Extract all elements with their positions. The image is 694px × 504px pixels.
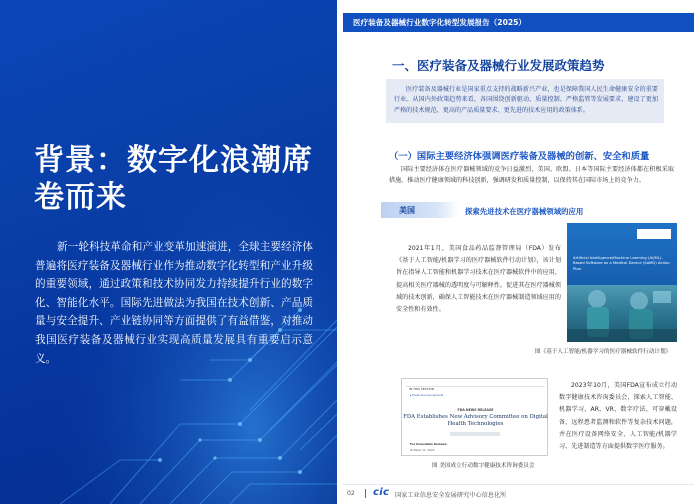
news-headline: FDA Establishes New Advisory Committee on Digital Health Technologies — [403, 414, 548, 427]
news-kicker: FDA NEWS RELEASE — [457, 408, 494, 412]
intro-box — [386, 79, 664, 123]
intro-text: 医疗装备及器械行业是国家重点支持的战略新兴产业，也是保障我国人民生命健康安全的重要行业。从国内外政策趋势来看，各国围绕创新驱动、质量控制、严格监管等发展要求，建设了更加严格的技术规范、更高的产品质量要求、更先进的技术应用的政策体系。 — [394, 86, 658, 114]
page-number: 02 — [347, 490, 355, 497]
footer-organization: 国家工业信息安全发展研究中心信息化所 — [395, 492, 507, 499]
footer-divider — [343, 484, 694, 485]
cover-title: Artificial Intelligence/Machine Learning (AI/ML)-Based Software as a Medical Device (SaMD) Action Plan — [573, 255, 670, 271]
paragraph-fda-plan: 2021年1月，美国食品药品监督管理局（FDA）发布《基于人工智能/机器学习的医疗器械软件行动计划》，该计划旨在指导人工智能和机器学习技术在医疗器械软件中的应用，提高相关医疗器械的透明度与可解释性。促进其在医疗器械领域的技术创新，确保人工智能技术在医疗器械制造领域应用的安全性和有效性。 — [396, 245, 561, 314]
right-panel — [337, 0, 694, 504]
paragraph-international: 国际主要经济体在医疗器械领域的竞争日益激烈，美国、欧盟、日本等国际主要经济体都在积极采取措施，推动医疗健康领域的科技创新，强调研发和质量控制，以保持其在国际市场上的竞争力。 — [389, 166, 674, 184]
report-banner — [343, 13, 694, 32]
report-cover-image — [567, 223, 677, 342]
news-top-bar — [406, 382, 545, 391]
surgery-photo — [567, 285, 677, 342]
country-label: 美国 — [399, 206, 415, 215]
cic-logo: cic — [373, 487, 390, 498]
fda-logo — [637, 229, 671, 239]
report-title: 医疗装备及器械行业数字化转型发展报告（2025） — [353, 18, 527, 27]
country-subheading: 探索先进技术在医疗器械领域的应用 — [465, 207, 584, 216]
country-tag — [381, 202, 459, 218]
share-bar — [450, 432, 500, 436]
caption-action-plan: 图《基于人工智能/机器学习的医疗器械软件行动计划》 — [535, 349, 672, 355]
background-paragraph: 新一轮科技革命和产业变革加速演进，全球主要经济体普遍将医疗装备及器械行业作为推动数字化转型和产业升级的重要领域，通过政策和技术协同发力持续提升行业的数字化、智能化水平。国际先进做法为我国在技术创新、产品质量与安全提升、产业链协同等方面提供了有益借鉴，对推动我国医疗装备及器械行业实现高质量发展具有重要启示意义。 — [35, 241, 313, 365]
fda-news-screenshot — [401, 378, 548, 456]
surgery-illustration — [567, 285, 677, 342]
news-breadcrumb: ▸ Press Announcements — [410, 393, 444, 397]
footer-separator — [365, 489, 366, 498]
paragraph-advisory-committee: 2023年10月，美国FDA宣布成立行动数字健康技术咨询委员会，探索人工智能、机器学习、AR、VR、数字疗法、可穿戴设备、远程患者监测和软件等复杂技术问题，并在医疗设备网络安全、人工智能/机器学习、先进制造等方面提供数字医疗服务。 — [559, 382, 677, 451]
news-section-label: IN THIS SECTION — [409, 387, 435, 391]
section-heading: 一、医疗装备及器械行业发展政策趋势 — [392, 58, 605, 73]
left-panel — [0, 0, 337, 504]
subsection-heading: （一）国际主要经济体强调医疗装备及器械的创新、安全和质量 — [389, 151, 650, 162]
news-date: October 11, 2023 — [410, 448, 435, 452]
section-title: 背景：数字化浪潮席卷而来 — [34, 143, 313, 215]
caption-advisory-committee: 图 美国成立行动数字健康技术咨询委员会 — [432, 463, 535, 469]
news-release-label: For Immediate Release: — [410, 442, 448, 446]
